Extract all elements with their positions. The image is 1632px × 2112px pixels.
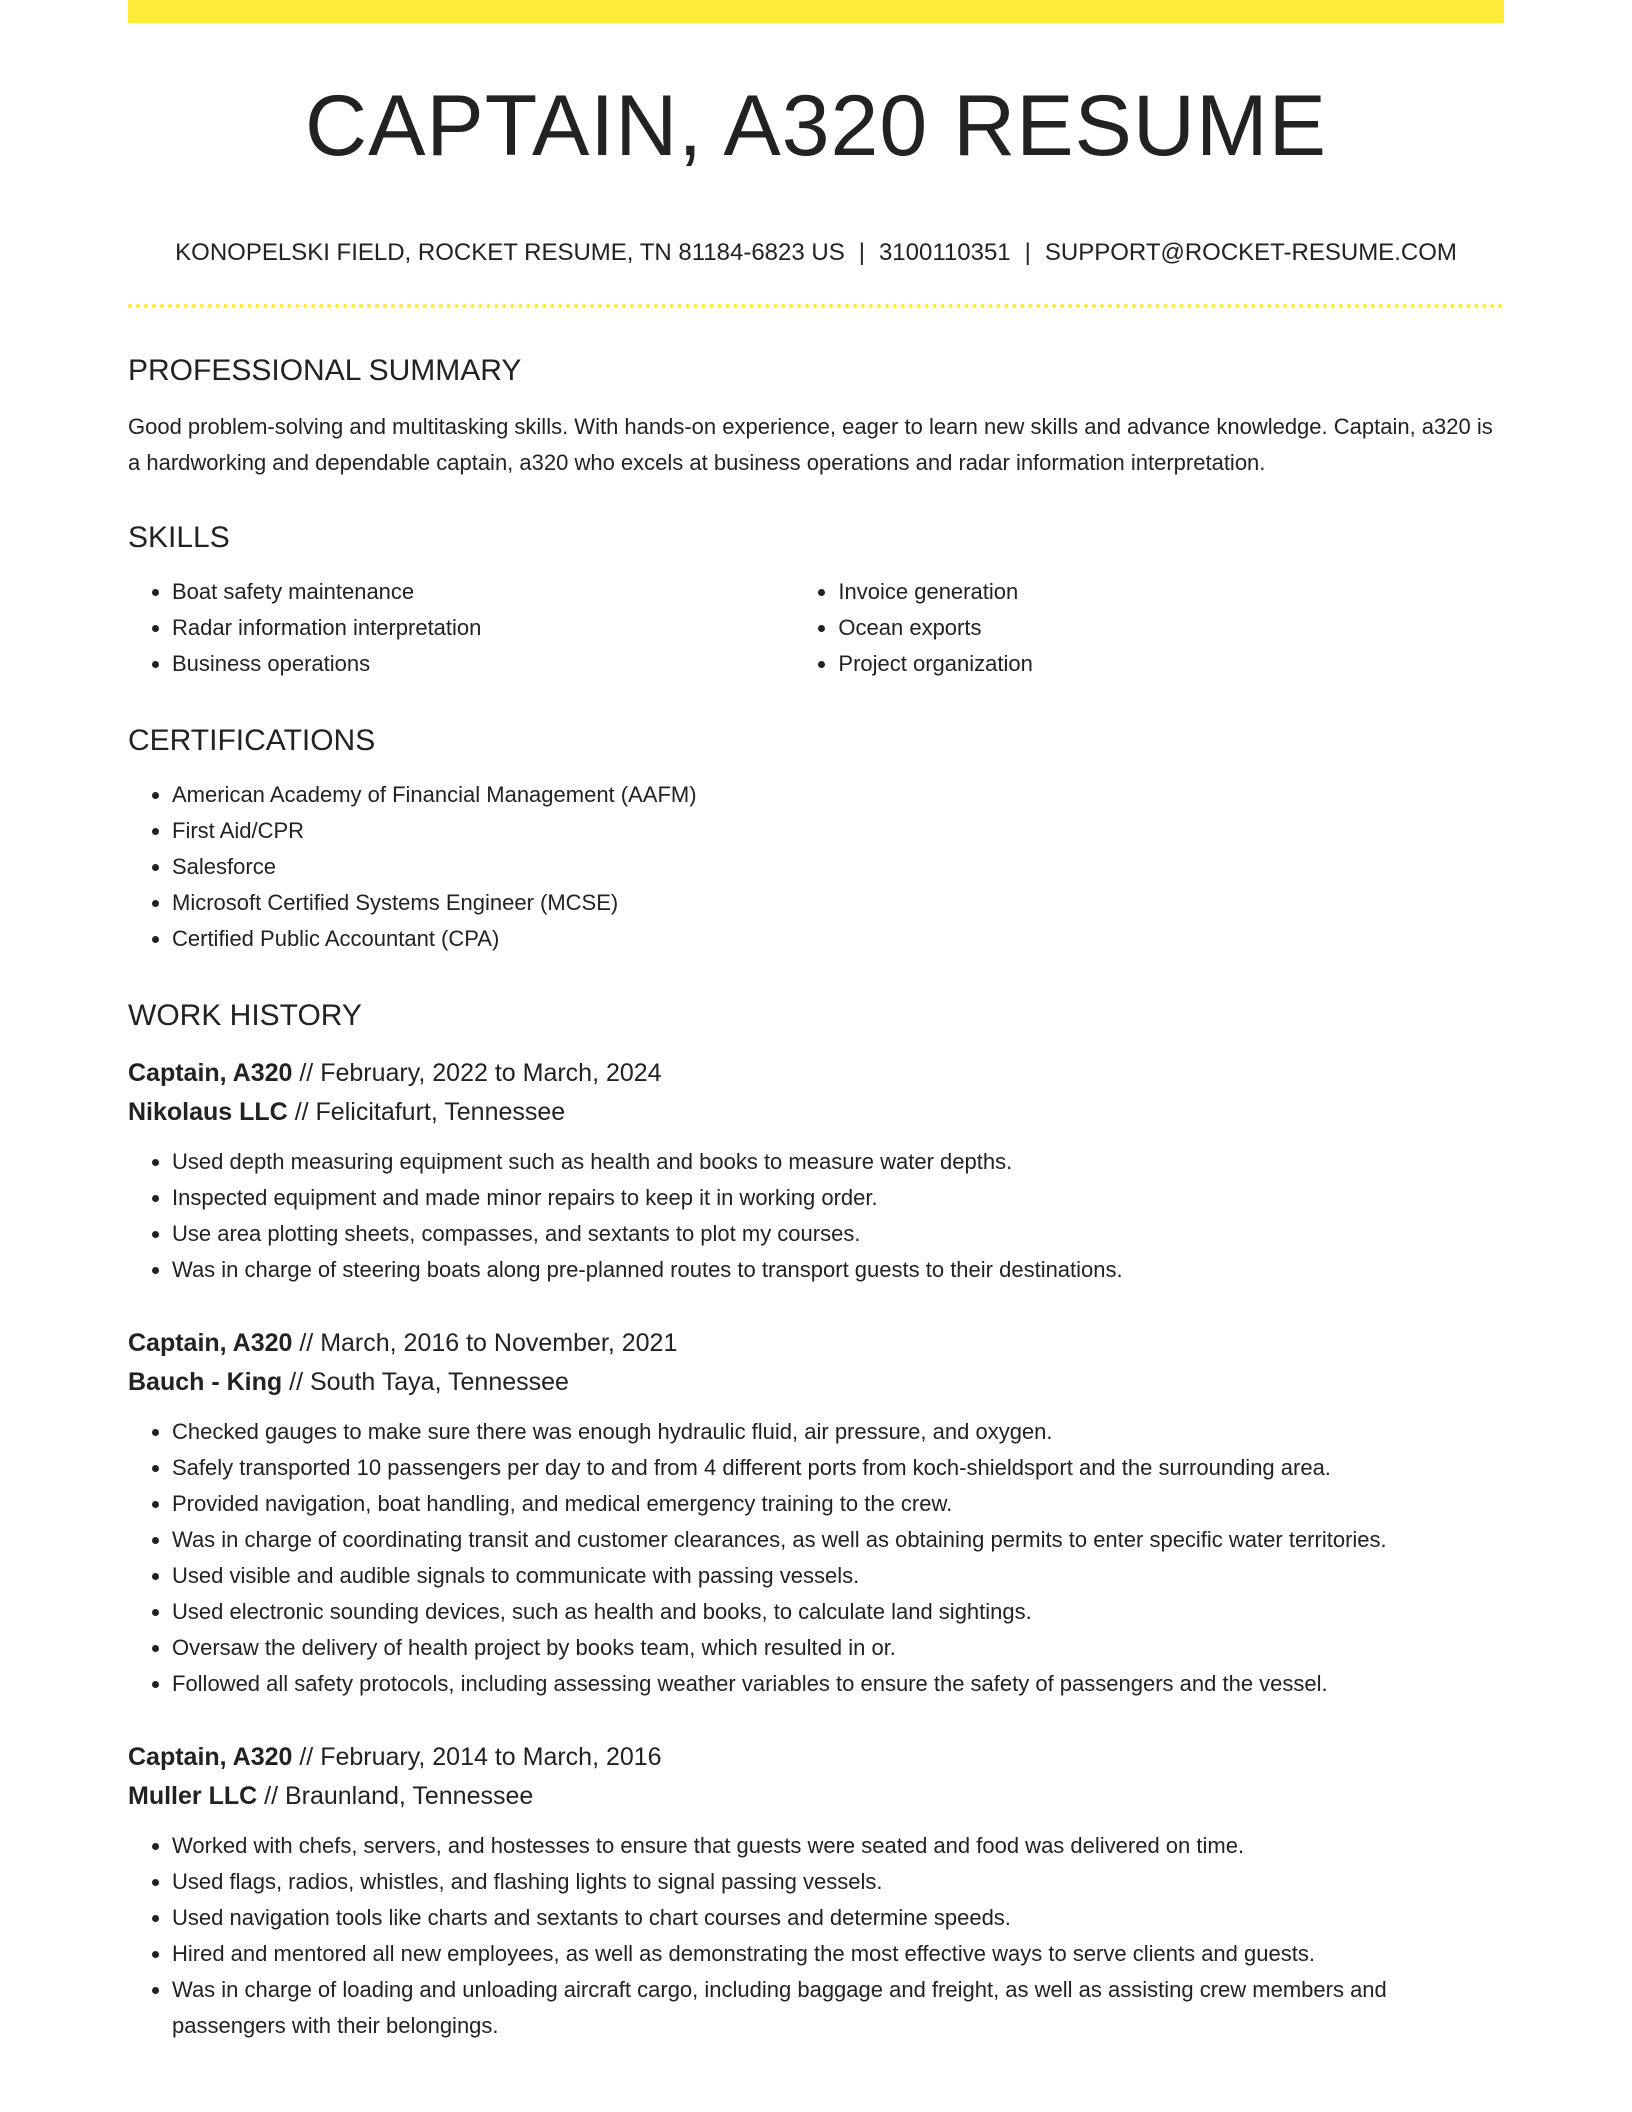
job-bullet: • Used navigation tools like charts and sextants to chart courses and determine speeds. xyxy=(172,1900,1504,1936)
job-dates: // February, 2022 to March, 2024 xyxy=(292,1058,662,1087)
job-bullet: • Inspected equipment and made minor repairs to keep it in working order. xyxy=(172,1180,1504,1216)
job-bullet: • Oversaw the delivery of health project by books team, which resulted in or. xyxy=(172,1630,1504,1666)
resume-title: CAPTAIN, A320 RESUME xyxy=(304,78,1328,174)
job-company-line xyxy=(128,1777,1504,1816)
job-bullet: • Followed all safety protocols, including assessing weather variables to ensure the safety of passengers and the vessel. xyxy=(172,1666,1504,1702)
dotted-divider xyxy=(128,304,1504,308)
job-bullets xyxy=(128,1828,1504,2044)
job-bullets xyxy=(128,1144,1504,1288)
job-title: Captain, A320 xyxy=(128,1328,293,1357)
contact-line xyxy=(128,239,1504,268)
certifications-list xyxy=(128,777,1504,957)
job-dates: // February, 2014 to March, 2016 xyxy=(292,1742,662,1771)
job-bullet: • Hired and mentored all new employees, as well as demonstrating the most effective ways to serve clients and guests. xyxy=(172,1936,1504,1972)
certification-item: • American Academy of Financial Management (AAFM) xyxy=(172,777,1504,813)
job-bullet: • Provided navigation, boat handling, and medical emergency training to the crew. xyxy=(172,1486,1504,1522)
job-location: // Felicitafurt, Tennessee xyxy=(287,1097,566,1126)
resume-page xyxy=(128,0,1504,2044)
job-entry xyxy=(128,1738,1504,2044)
job-title-line xyxy=(128,1324,1504,1363)
job-bullet: • Used visible and audible signals to communicate with passing vessels. xyxy=(172,1558,1504,1594)
job-bullet: • Was in charge of coordinating transit and customer clearances, as well as obtaining permits to enter specific water territories. xyxy=(172,1522,1504,1558)
job-entry xyxy=(128,1324,1504,1702)
work-history-heading: WORK HISTORY xyxy=(128,998,362,1032)
job-title: Captain, A320 xyxy=(128,1058,293,1087)
address: KONOPELSKI FIELD, ROCKET RESUME, TN 81184-6823 US xyxy=(175,239,845,266)
job-title: Captain, A320 xyxy=(128,1742,293,1771)
job-location: // Braunland, Tennessee xyxy=(257,1781,534,1810)
job-location: // South Taya, Tennessee xyxy=(282,1367,569,1396)
certification-item: • Certified Public Accountant (CPA) xyxy=(172,921,1504,957)
job-company: Nikolaus LLC xyxy=(128,1097,288,1126)
summary-heading: PROFESSIONAL SUMMARY xyxy=(128,353,522,387)
certification-item: • Microsoft Certified Systems Engineer (MCSE) xyxy=(172,885,1504,921)
job-company-line xyxy=(128,1093,1504,1132)
job-title-line xyxy=(128,1738,1504,1777)
job-bullet: • Worked with chefs, servers, and hostesses to ensure that guests were seated and food was delivered on time. xyxy=(172,1828,1504,1864)
job-bullet: • Was in charge of steering boats along pre-planned routes to transport guests to their destinations. xyxy=(172,1252,1504,1288)
job-company-line xyxy=(128,1363,1504,1402)
skills-heading: SKILLS xyxy=(128,520,230,554)
job-company: Bauch - King xyxy=(128,1367,283,1396)
summary-text: Good problem-solving and multitasking skills. With hands-on experience, eager to learn new skills and advance knowledge. Captain, a320 is a hardworking and dependable captain, a320 who excels at business operations and radar information interpretation. xyxy=(128,413,1493,475)
skill-item: • Radar information interpretation xyxy=(172,610,794,646)
contact-separator: | xyxy=(858,239,865,266)
skills-left-list xyxy=(128,574,794,682)
job-bullet: • Used flags, radios, whistles, and flashing lights to signal passing vessels. xyxy=(172,1864,1504,1900)
certification-item: • First Aid/CPR xyxy=(172,813,1504,849)
job-entry xyxy=(128,1054,1504,1288)
skill-item: • Business operations xyxy=(172,646,794,682)
job-bullet: • Checked gauges to make sure there was enough hydraulic fluid, air pressure, and oxygen. xyxy=(172,1414,1504,1450)
job-bullet: • Safely transported 10 passengers per day to and from 4 different ports from koch-shieldsport and the surrounding area. xyxy=(172,1450,1504,1486)
job-bullet: • Used electronic sounding devices, such as health and books, to calculate land sightings. xyxy=(172,1594,1504,1630)
job-bullet: • Was in charge of loading and unloading aircraft cargo, including baggage and freight, as well as assisting crew members and passengers with their belongings. xyxy=(172,1972,1504,2044)
job-bullet: • Used depth measuring equipment such as health and books to measure water depths. xyxy=(172,1144,1504,1180)
phone-number: 3100110351 xyxy=(878,239,1011,266)
skill-item: • Invoice generation xyxy=(838,574,1504,610)
skills-grid xyxy=(128,574,1504,682)
top-accent-bar xyxy=(128,0,1504,23)
contact-separator: | xyxy=(1024,239,1031,266)
job-title-line xyxy=(128,1054,1504,1093)
skills-right-list xyxy=(794,574,1504,682)
job-bullets xyxy=(128,1414,1504,1702)
skill-item: • Boat safety maintenance xyxy=(172,574,794,610)
email-address: SUPPORT@ROCKET-RESUME.COM xyxy=(1044,239,1457,266)
job-dates: // March, 2016 to November, 2021 xyxy=(292,1328,678,1357)
certifications-heading: CERTIFICATIONS xyxy=(128,723,376,757)
job-bullet: • Use area plotting sheets, compasses, and sextants to plot my courses. xyxy=(172,1216,1504,1252)
certification-item: • Salesforce xyxy=(172,849,1504,885)
skill-item: • Project organization xyxy=(838,646,1504,682)
job-company: Muller LLC xyxy=(128,1781,258,1810)
skill-item: • Ocean exports xyxy=(838,610,1504,646)
